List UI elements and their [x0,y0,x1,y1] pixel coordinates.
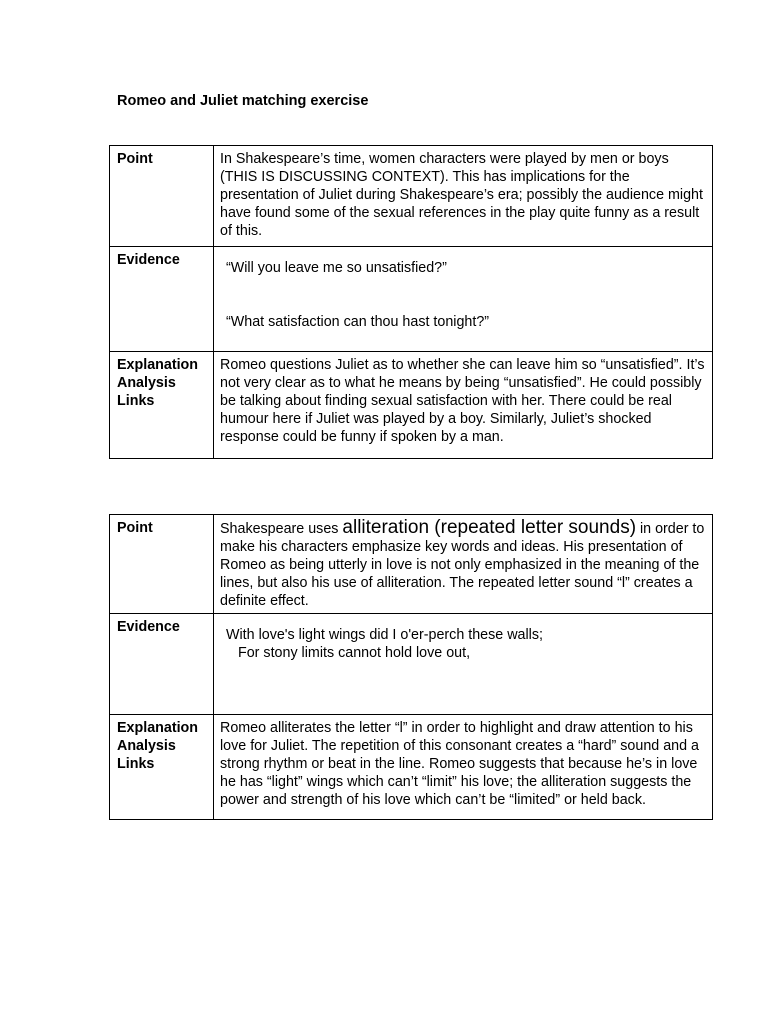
evidence-row [110,614,713,715]
point-row [110,515,713,614]
point-label: Point [110,515,214,614]
explanation-row [110,352,713,459]
links-label-line: Links [117,393,155,409]
evidence-cell [214,614,713,715]
explanation-text: Romeo alliterates the letter “l” in order to highlight and draw attention to his love for Juliet. The repetition of this consonant creates a “hard” sound and a strong rhythm or beat in the line. Romeo suggests that because he’s in love he has “light” wings which can’t “limit” his love; the alliteration suggests the power and strength of his love which can’t be “limited” or held back. [214,715,713,820]
explanation-row [110,715,713,820]
evidence-line-1: With love's light wings did I o'er-perch these walls; [226,627,543,643]
point-text-emphasis: alliteration (repeated letter sounds) [342,517,637,538]
point-text-before: Shakespeare uses [220,521,343,537]
evidence-quote-1: “Will you leave me so unsatisfied?” [226,260,447,276]
exercise-table-1 [109,145,713,459]
explanation-label [110,715,214,820]
links-label-line: Links [117,756,155,772]
point-row [110,146,713,247]
point-text: In Shakespeare’s time, women characters were played by men or boys (THIS IS DISCUSSING CONTEXT). This has implications for the presentation of Juliet during Shakespeare’s era; possibly the audience might have found some of the sexual references in the play quite funny as a result of this. [214,146,713,247]
page-title: Romeo and Juliet matching exercise [117,93,369,109]
point-text [214,515,713,614]
exercise-table-2 [109,514,713,820]
analysis-label-line: Analysis [117,375,176,391]
evidence-line-2: For stony limits cannot hold love out, [238,645,471,661]
explanation-label-line: Explanation [117,357,199,373]
evidence-row [110,247,713,352]
explanation-text: Romeo questions Juliet as to whether she can leave him so “unsatisfied”. It’s not very clear as to what he means by being “unsatisfied”. He could possibly be talking about finding sexual satisfaction with her. There could be real humour here if Juliet was played by a boy. Similarly, Juliet’s shocked response could be funny if spoken by a man. [214,352,713,459]
evidence-quote-2: “What satisfaction can thou hast tonight?” [226,314,490,330]
point-label: Point [110,146,214,247]
explanation-label [110,352,214,459]
evidence-label: Evidence [110,247,214,352]
evidence-label: Evidence [110,614,214,715]
explanation-label-line: Explanation [117,720,199,736]
analysis-label-line: Analysis [117,738,176,754]
point-text-after: in order to make his characters emphasize key words and ideas. His presentation of Romeo as being utterly in love is not only emphasized in the meaning of the lines, but also his use of alliteration. The repeated letter sound “l” creates a definite effect. [220,521,705,609]
evidence-cell [214,247,713,352]
